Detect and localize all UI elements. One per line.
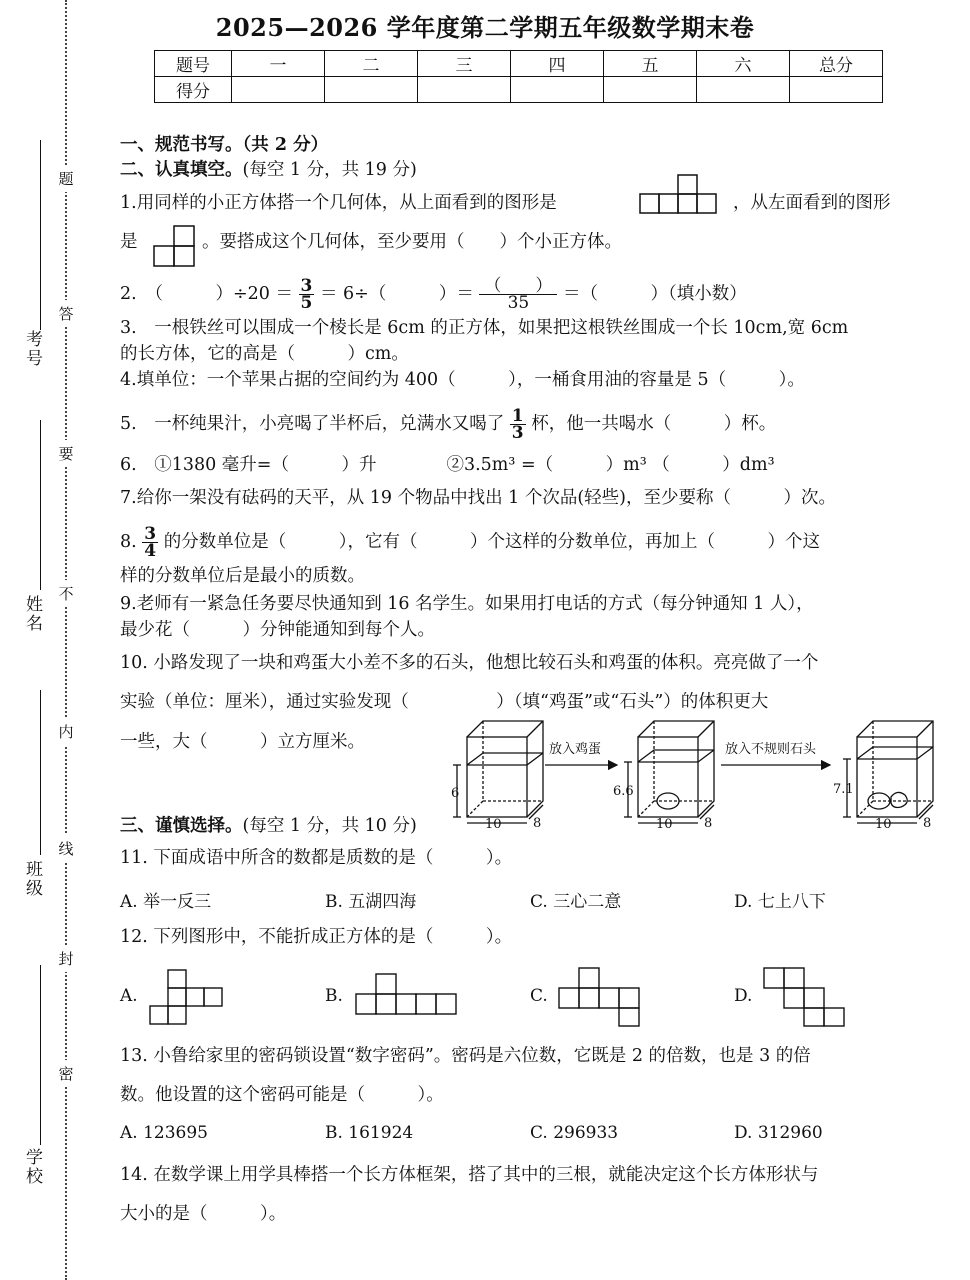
score-table-score-row [155,77,883,103]
q8-fraction [142,526,158,559]
seal-char: 不 [58,580,74,607]
q14-line-1: 14. 在数学课上用学具棒搭一个长方体框架，搭了其中的三根，就能决定这个长方体形状与 [120,1165,819,1185]
q2-text-b: ＝ 6÷（ ）＝ [319,284,474,304]
class-label: 班级 [22,860,42,898]
score-header-cell: 总分 [790,51,883,77]
container-with-egg-and-stone [843,721,933,823]
q2-line [120,278,747,311]
score-header-cell: 四 [511,51,604,77]
q2-fraction [299,278,315,311]
name-line [40,420,41,590]
depth-label-3: 8 [923,816,932,831]
seal-char: 线 [58,835,74,862]
q9-line-2: 最少花（ ）分钟能通知到每个人。 [120,620,435,640]
score-header-cell: 六 [697,51,790,77]
exam-number-label: 考号 [22,330,42,368]
seal-char: 答 [58,300,74,327]
score-header-cell: 题号 [155,51,232,77]
score-header-cell: 五 [604,51,697,77]
stone-shape [891,792,907,807]
q14-line-2: 大小的是（ ）。 [120,1204,287,1224]
score-input-cell[interactable] [418,77,511,103]
q11-stem: 11. 下面成语中所含的数都是质数的是（ ）。 [120,848,513,868]
q11-option-c[interactable]: C. 三心二意 [530,892,622,912]
score-input-cell[interactable] [511,77,604,103]
q13-option-a[interactable]: A. 123695 [120,1123,208,1143]
seal-char: 封 [58,945,74,972]
q5-fraction [510,408,526,441]
q5-text-b: 杯，他一共喝水（ ）杯。 [531,414,777,434]
q10-line-2: 实验（单位：厘米），通过实验发现（ ）（填“鸡蛋”或“石头”）的体积更大 [120,692,769,712]
arrow-2-label: 放入不规则石头 [725,742,817,757]
height-label-1: 6 [451,786,460,801]
score-input-cell[interactable] [604,77,697,103]
q1-text-c: 是 [120,232,138,252]
container-before [453,721,543,823]
q2-denominator: 5 [300,293,313,313]
q10-line-1: 10. 小路发现了一块和鸡蛋大小差不多的石头，他想比较石头和鸡蛋的体积。亮亮做了一个 [120,653,819,673]
q13-option-c[interactable]: C. 296933 [530,1123,619,1143]
q8-numerator: 3 [144,524,157,544]
q12-net-b [352,972,464,1022]
q2-denominator-2: 35 [507,293,530,313]
q12-stem: 12. 下列图形中，不能折成正方体的是（ ）。 [120,927,513,947]
q8-line-1 [120,526,820,559]
q12-net-a [148,968,228,1028]
score-row-label: 得分 [155,77,232,103]
q12-option-d[interactable]: D. [734,986,753,1006]
seal-char: 要 [58,440,74,467]
seal-char: 密 [58,1060,74,1087]
q10-line-3: 一些，大（ ）立方厘米。 [120,732,365,752]
score-input-cell[interactable] [790,77,883,103]
q5-text-a: 5. 一杯纯果汁，小亮喝了半杯后，兑满水又喝了 [120,414,505,434]
q13-line-2: 数。他设置的这个密码可能是（ ）。 [120,1085,444,1105]
page-title: 2025—2026 学年度第二学期五年级数学期末卷 [215,13,755,42]
q8-text-b: 的分数单位是（ ），它有（ ）个这样的分数单位，再加上（ ）个这 [163,532,820,552]
section-2-heading [120,158,417,182]
arrow-1-label: 放入鸡蛋 [549,742,602,757]
q12-option-c[interactable]: C. [530,986,548,1006]
section-2-title: 二、认真填空。 [120,160,243,180]
score-header-cell: 三 [418,51,511,77]
q12-option-b[interactable]: B. [325,986,343,1006]
q6-line: 6. ①1380 毫升=（ ）升 ②3.5m³ =（ ）m³ （ ）dm³ [120,455,775,475]
score-header-cell: 一 [232,51,325,77]
school-label: 学校 [22,1148,42,1186]
seal-char: 内 [58,718,74,745]
q13-option-d[interactable]: D. 312960 [734,1123,823,1143]
seal-char: 题 [58,165,74,192]
q11-option-b[interactable]: B. 五湖四海 [325,892,417,912]
q7-line: 7.给你一架没有砝码的天平，从 19 个物品中找出 1 个次品(轻些)，至少要称（ ）次。 [120,488,837,508]
score-table [154,50,883,103]
score-input-cell[interactable] [697,77,790,103]
container-with-egg [624,721,714,823]
width-label-2: 10 [656,817,673,832]
q13-line-1: 13. 小鲁给家里的密码锁设置“数字密码”。密码是六位数，它既是 2 的倍数，也是 3 的倍 [120,1046,811,1066]
q2-text-a: 2. （ ）÷20 ＝ [120,284,293,304]
q12-option-a[interactable]: A. [120,986,138,1006]
score-table-header-row [155,51,883,77]
q1-text-b: ，从左面看到的图形 [733,193,891,213]
class-line [40,690,41,855]
q8-text-a: 8. [120,532,137,552]
q1-top-view-figure [640,173,720,215]
q12-net-d [762,966,852,1028]
q1-text-a: 1.用同样的小正方体搭一个几何体，从上面看到的图形是 [120,193,557,213]
q8-line-2: 样的分数单位后是最小的质数。 [120,566,365,586]
q11-option-a[interactable]: A. 举一反三 [120,892,212,912]
q8-denominator: 4 [144,541,157,561]
q2-text-c: ＝（ ）（填小数） [562,284,747,304]
section-1-heading: 一、规范书写。（共 2 分） [120,135,329,155]
section-3-note: (每空 1 分，共 10 分) [242,816,417,836]
q1-text-d: 。要搭成这个几何体，至少要用（ ）个小正方体。 [202,232,622,252]
exam-number-line [40,140,41,330]
q1-line-1 [120,191,557,215]
q4-line: 4.填单位：一个苹果占据的空间约为 400（ ），一桶食用油的容量是 5（ ）。 [120,370,805,390]
section-3-heading [120,814,417,838]
binding-margin [0,0,110,1280]
q5-denominator: 3 [511,423,524,443]
height-label-2: 6.6 [613,784,634,799]
score-header-cell: 二 [325,51,418,77]
q9-line-1: 9.老师有一紧急任务要尽快通知到 16 名学生。如果用打电话的方式（每分钟通知 1 人）， [120,594,814,614]
seal-dashed-line [65,0,67,1280]
height-label-3: 7.1 [833,782,854,797]
q5-line [120,408,776,441]
q10-experiment-diagram [445,715,930,835]
school-line [40,965,41,1145]
q11-option-d[interactable]: D. 七上八下 [734,892,826,912]
section-3-title: 三、谨慎选择。 [120,816,243,836]
q3-line-1: 3. 一根铁丝可以围成一个棱长是 6cm 的正方体，如果把这根铁丝围成一个长 10cm,宽 6cm [120,318,849,338]
q2-numerator: 3 [300,276,313,296]
width-label-3: 10 [875,817,892,832]
q2-fraction-2 [479,278,557,311]
score-input-cell[interactable] [232,77,325,103]
depth-label-2: 8 [704,816,713,831]
width-label-1: 10 [485,817,502,832]
q1-left-view-figure [152,222,198,270]
q2-numerator-2: （ ） [479,278,557,295]
section-2-note: (每空 1 分，共 19 分) [242,160,417,180]
q13-option-b[interactable]: B. 161924 [325,1123,414,1143]
depth-label-1: 8 [533,816,542,831]
q3-line-2: 的长方体，它的高是（ ）cm。 [120,344,409,364]
score-input-cell[interactable] [325,77,418,103]
q5-numerator: 1 [511,406,524,426]
name-label: 姓名 [22,595,42,633]
q12-net-c [557,966,647,1028]
